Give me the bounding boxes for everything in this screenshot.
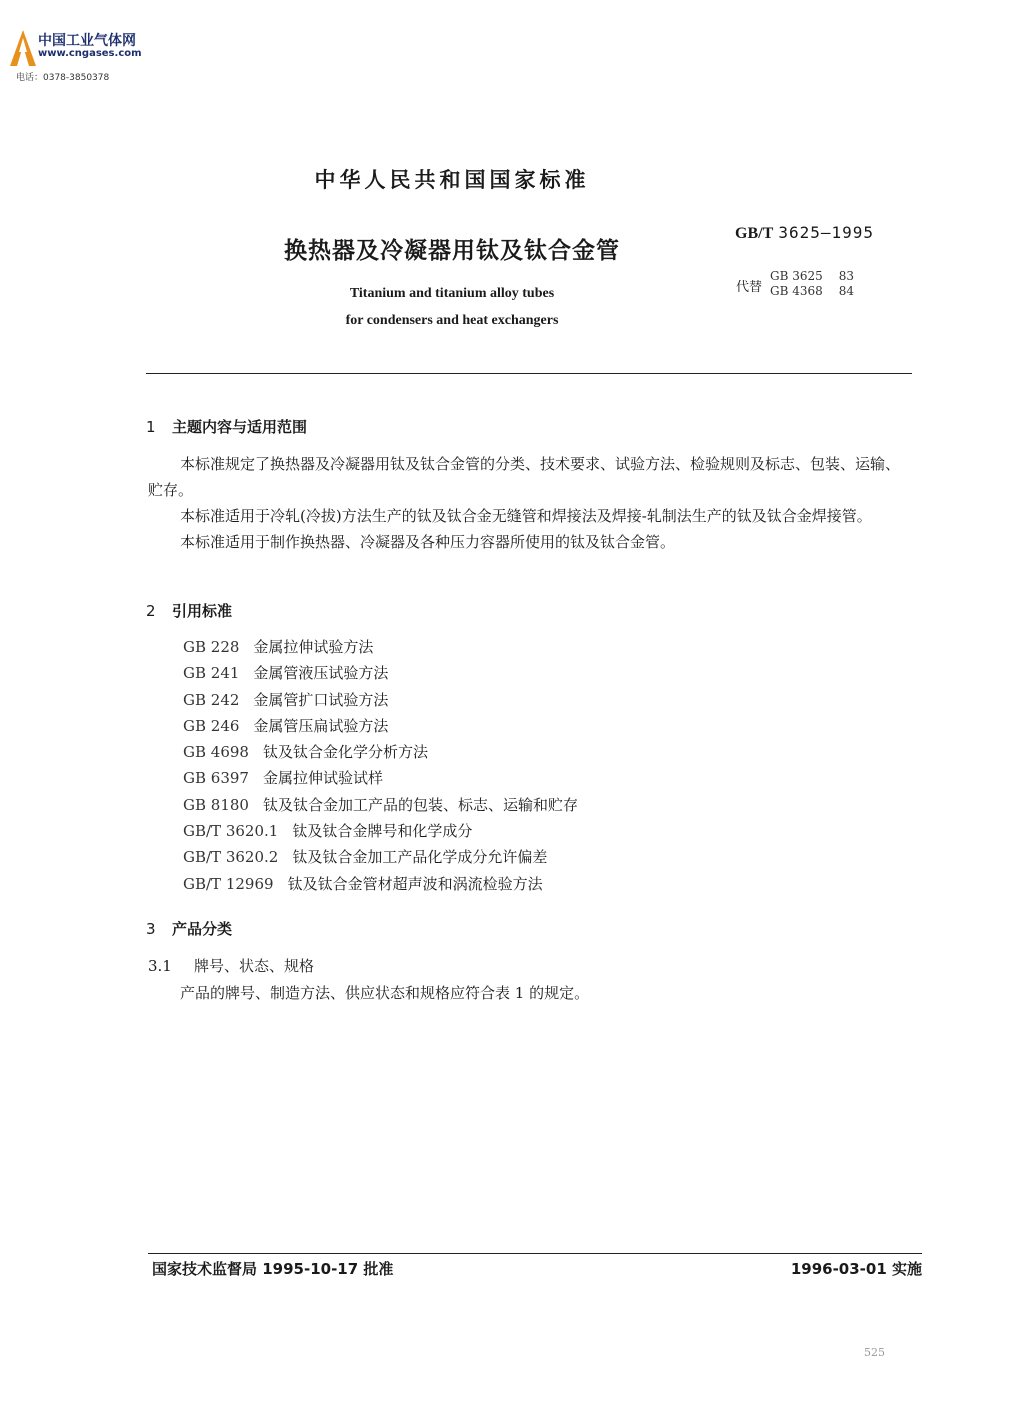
subsection-3-1-heading: 3.1 牌号、状态、规格	[148, 957, 315, 975]
replaced-standards	[770, 269, 854, 299]
site-url[interactable]: www.cngases.com	[38, 48, 142, 59]
reference-list	[183, 636, 578, 899]
section-1-body	[148, 451, 914, 555]
section-2-heading: 2 引用标准	[146, 602, 233, 620]
replaces-label: 代替	[736, 280, 763, 295]
document-title-cn: 换热器及冷凝器用钛及钛合金管	[284, 238, 620, 264]
reference-item: GB 241 金属管液压试验方法	[183, 664, 389, 683]
subsection-3-1-text: 产品的牌号、制造方法、供应状态和规格应符合表 1 的规定。	[180, 984, 590, 1002]
approval-line: 国家技术监督局 1995-10-17 批准	[152, 1260, 394, 1278]
standard-code	[735, 223, 874, 243]
section-1-heading: 1 主题内容与适用范围	[146, 418, 308, 436]
reference-item: GB 4698 钛及钛合金化学分析方法	[183, 743, 428, 762]
standard-number: 3625—1995	[778, 223, 875, 242]
page-number: 525	[864, 1346, 885, 1359]
reference-item: GB 228 金属拉伸试验方法	[183, 638, 374, 656]
paragraph: 本标准适用于制作换热器、冷凝器及各种压力容器所使用的钛及钛合金管。	[180, 533, 676, 551]
reference-item: GB 6397 金属拉伸试验试样	[183, 769, 383, 788]
reference-item: GB 8180 钛及钛合金加工产品的包装、标志、运输和贮存	[183, 795, 578, 814]
site-phone: 电话：0378-3850378	[16, 73, 110, 83]
logo-a-icon	[8, 28, 38, 68]
reference-item: GB 242 金属管扩口试验方法	[183, 690, 389, 709]
site-watermark	[8, 28, 178, 88]
implementation-date: 1996-03-01 实施	[790, 1260, 922, 1278]
replaced-standard: GB 4368 84	[770, 284, 855, 298]
replaced-standard: GB 3625 83	[770, 269, 855, 283]
reference-item: GB/T 3620.2 钛及钛合金加工产品化学成分允许偏差	[183, 848, 548, 867]
reference-item: GB/T 12969 钛及钛合金管材超声波和涡流检验方法	[183, 874, 543, 893]
footer-divider	[148, 1253, 922, 1254]
document-title-en-line2: for condensers and heat exchangers	[345, 313, 559, 328]
reference-item: GB 246 金属管压扁试验方法	[183, 716, 389, 735]
reference-item: GB/T 3620.1 钛及钛合金牌号和化学成分	[183, 822, 473, 841]
paragraph: 本标准适用于冷轧(冷拔)方法生产的钛及钛合金无缝管和焊接法及焊接-轧制法生产的钛及钛合金焊接管。	[180, 507, 872, 525]
document-title-en-line1: Titanium and titanium alloy tubes	[349, 286, 555, 301]
national-standard-heading: 中华人民共和国国家标准	[314, 168, 590, 192]
section-3-heading: 3 产品分类	[146, 920, 233, 938]
site-name: 中国工业气体网	[38, 33, 136, 49]
header-divider	[146, 373, 912, 374]
standard-prefix: GB/T	[735, 225, 774, 242]
paragraph: 本标准规定了换热器及冷凝器用钛及钛合金管的分类、技术要求、试验方法、检验规则及标志、包装、运输、贮存。	[148, 455, 901, 499]
